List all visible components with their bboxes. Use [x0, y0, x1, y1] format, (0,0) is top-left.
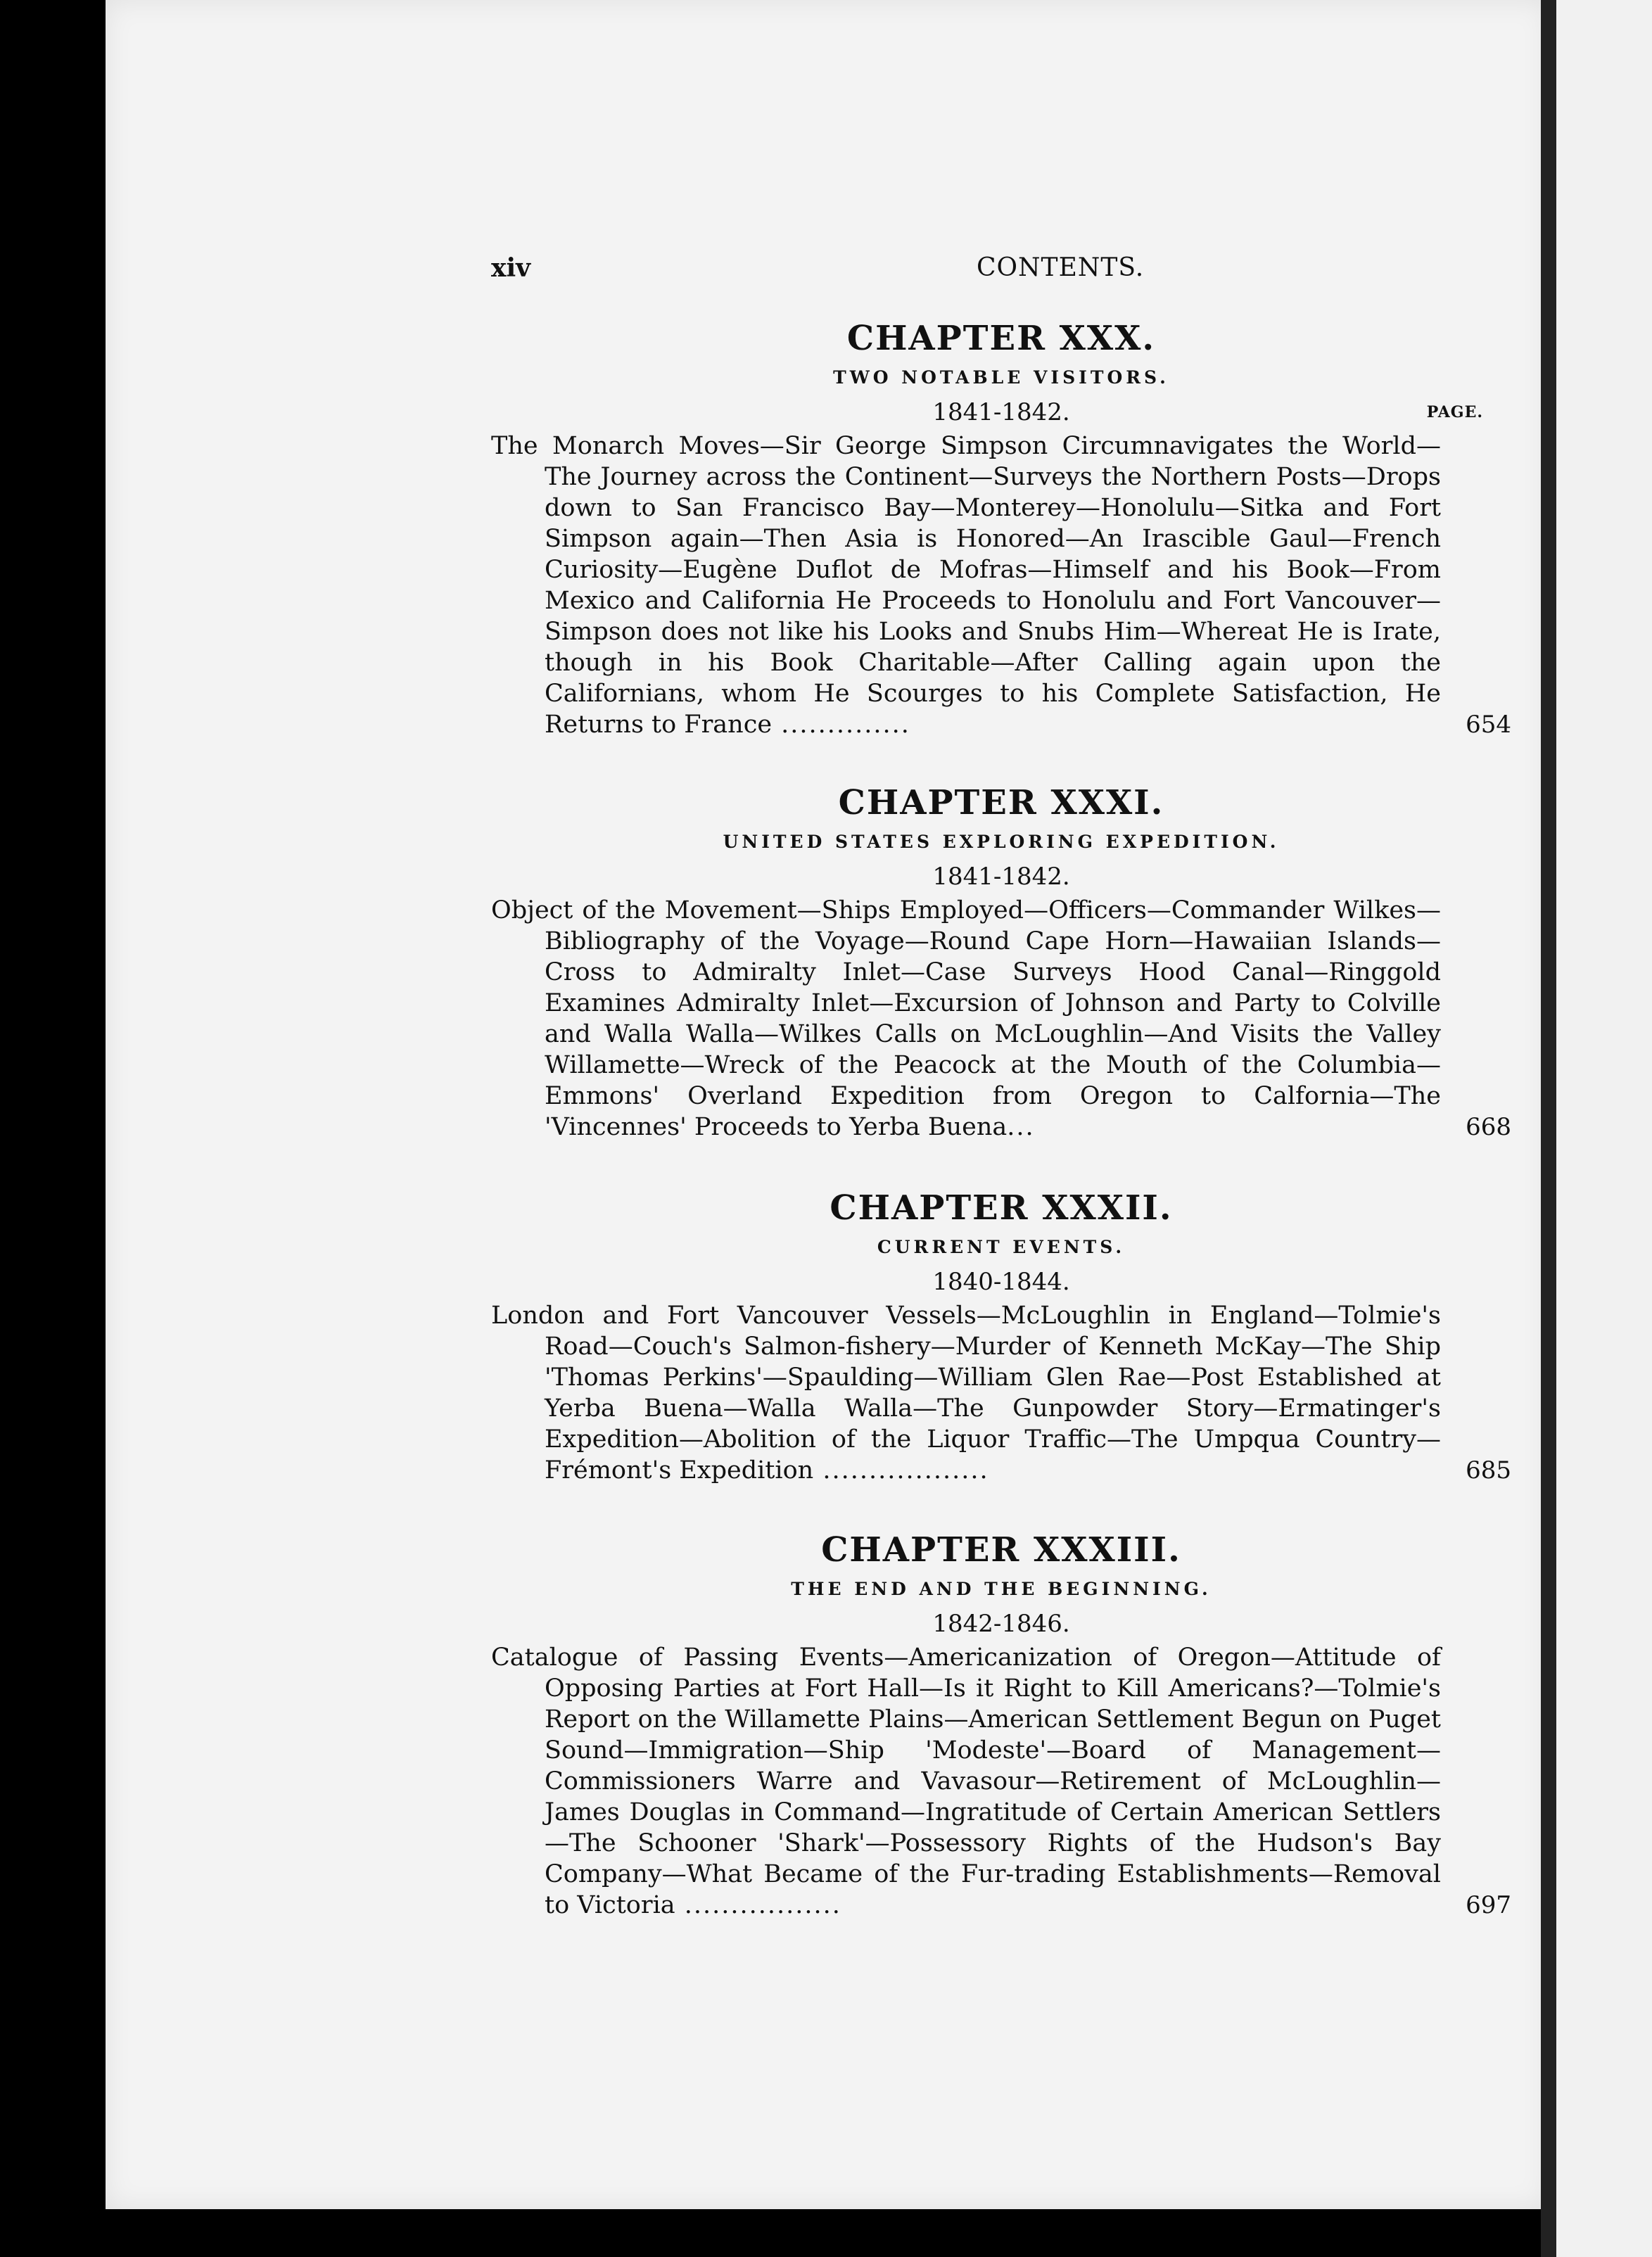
chapter-title: CHAPTER XXXII. [830, 1188, 1173, 1228]
chapter-title: CHAPTER XXXIII. [821, 1530, 1181, 1570]
chapter-summary [491, 895, 1511, 1143]
running-head [491, 253, 1603, 288]
chapter-summary [491, 1642, 1511, 1921]
chapter-entry [491, 315, 1511, 740]
chapter-summary [491, 1300, 1511, 1486]
chapter-years: 1840-1844. [932, 1268, 1070, 1296]
chapter-subtitle: TWO NOTABLE VISITORS. [833, 367, 1169, 388]
chapter-years: 1842-1846. [932, 1610, 1070, 1638]
chapter-years [491, 394, 1511, 431]
chapter-years-text: 1841-1842. [932, 398, 1070, 426]
facing-page-edge [1556, 0, 1652, 2257]
chapter-title: CHAPTER XXX. [846, 319, 1156, 358]
running-head-title: CONTENTS. [977, 253, 1145, 282]
chapter-years: 1841-1842. [932, 863, 1070, 891]
page-folio: xiv [491, 253, 531, 283]
page-column-label: PAGE. [1426, 403, 1483, 421]
chapter-page-number: 697 [1466, 1891, 1511, 1919]
chapter-subtitle: CURRENT EVENTS. [877, 1237, 1126, 1257]
dot-leader: .................. [813, 1456, 989, 1484]
chapter-entry [491, 1527, 1511, 1921]
dot-leader: ... [1007, 1113, 1035, 1141]
chapter-entry [491, 1185, 1511, 1486]
chapter-page-number: 685 [1466, 1456, 1511, 1484]
chapter-summary-text: Object of the Movement—Ships Employed—Officers—Commander Wilkes—Bibliography of the Voyage—Round Cape Horn—Hawaiian Islands—Cross to Admiralty Inlet—Case Surveys Hood Canal—Ringgold Examines Admiralty Inlet—Excursion of Johnson and Party to Colville and Walla Walla—Wilkes Calls on McLoughlin—And Visits the Valley Willamette—Wreck of the Peacock at the Mouth of the Columbia—Emmons' Overland Expedition from Oregon to Calfornia—The 'Vincennes' Proceeds to Yerba Buena [491, 896, 1441, 1141]
chapter-page-number: 668 [1466, 1113, 1511, 1141]
chapter-summary-text: London and Fort Vancouver Vessels—McLoughlin in England—Tolmie's Road—Couch's Salmon-fishery—Murder of Kenneth McKay—The Ship 'Thomas Perkins'—Spaulding—William Glen Rae—Post Established at Yerba Buena—Walla Walla—The Gunpowder Story—Ermatinger's Expedition—Abolition of the Liquor Traffic—The Umpqua Country—Frémont's Expedition [491, 1302, 1441, 1484]
book-page [106, 0, 1548, 2209]
page-content [106, 0, 1548, 2209]
page-gutter-shadow [1541, 0, 1556, 2257]
chapter-entry [491, 780, 1511, 1143]
chapter-summary-text: Catalogue of Passing Events—Americanization of Oregon—Attitude of Opposing Parties at Fort Hall—Is it Right to Kill Americans?—Tolmie's Report on the Willamette Plains—American Settlement Begun on Puget Sound—Immigration—Ship 'Modeste'—Board of Management—Commissioners Warre and Vavasour—Retirement of McLoughlin—James Douglas in Command—Ingratitude of Certain American Settlers—The Schooner 'Shark'—Possessory Rights of the Hudson's Bay Company—What Became of the Fur-trading Establishments—Removal to Victoria [491, 1644, 1441, 1919]
dot-leader: ................. [675, 1891, 841, 1919]
dot-leader: .............. [772, 711, 910, 739]
chapter-page-number: 654 [1466, 711, 1511, 739]
chapter-title: CHAPTER XXXI. [838, 783, 1164, 822]
chapter-summary-text: The Monarch Moves—Sir George Simpson Circumnavigates the World—The Journey across the Continent—Surveys the Northern Posts—Drops down to San Francisco Bay—Monterey—Honolulu—Sitka and Fort Simpson again—Then Asia is Honored—An Irascible Gaul—French Curiosity—Eugène Duflot de Mofras—Himself and his Book—From Mexico and California He Proceeds to Honolulu and Fort Vancouver—Simpson does not like his Looks and Snubs Him—Whereat He is Irate, though in his Book Charitable—After Calling again upon the Californians, whom He Scourges to his Complete Satisfaction, He Returns to France [491, 432, 1441, 739]
chapter-summary [491, 431, 1511, 740]
chapter-subtitle: UNITED STATES EXPLORING EXPEDITION. [723, 832, 1280, 852]
chapter-subtitle: THE END AND THE BEGINNING. [791, 1579, 1212, 1599]
